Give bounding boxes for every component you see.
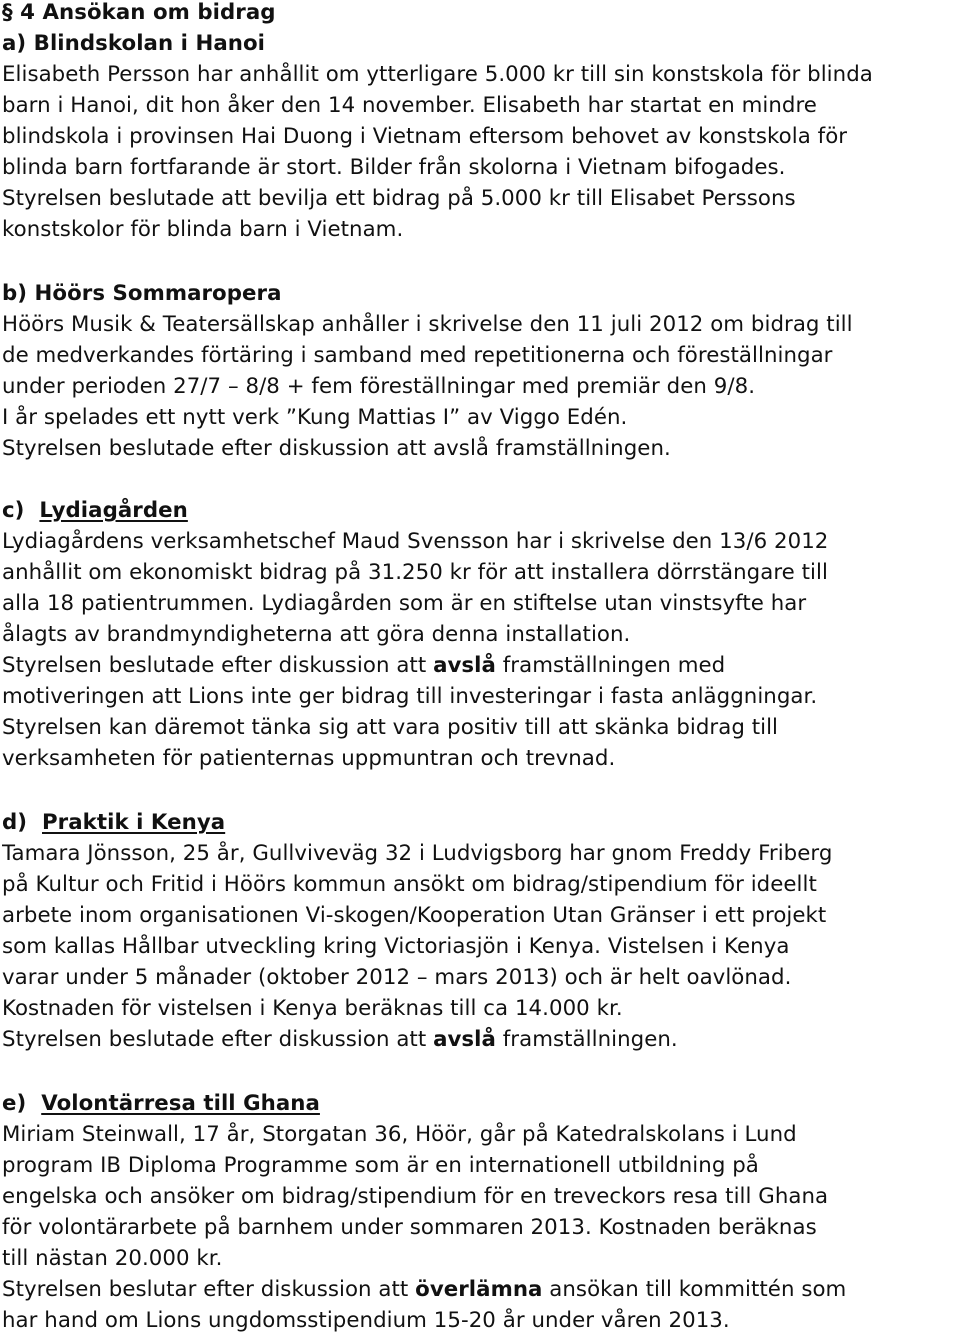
body-line: Tamara Jönsson, 25 år, Gullviveväg 32 i Ludvigsborg har gnom Freddy Friberg <box>2 841 833 866</box>
decision-text: Styrelsen beslutade efter diskussion att <box>2 653 434 678</box>
body-line: för volontärarbete på barnhem under sommaren 2013. Kostnaden beräknas <box>2 1215 817 1240</box>
body-line: under perioden 27/7 – 8/8 + fem föreställningar med premiär den 9/8. <box>2 374 756 399</box>
section-heading <box>2 495 958 526</box>
body-line: Miriam Steinwall, 17 år, Storgatan 36, Höör, går på Katedralskolans i Lund <box>2 1122 797 1147</box>
section-a <box>2 0 958 245</box>
section-c <box>2 495 958 774</box>
section-d <box>2 807 958 1055</box>
body-line: alla 18 patientrummen. Lydiagården som är en stiftelse utan vinstsyfte har <box>2 591 807 616</box>
body-line: barn i Hanoi, dit hon åker den 14 november. Elisabeth har startat en mindre <box>2 93 817 118</box>
section-heading-prefix: e) <box>2 1091 27 1116</box>
decision-text: ansökan till kommittén som <box>542 1277 847 1302</box>
body-line: anhållit om ekonomiskt bidrag på 31.250 kr för att installera dörrstängare till <box>2 560 828 585</box>
section-heading <box>2 807 958 838</box>
body-line: I år spelades ett nytt verk ”Kung Mattias I” av Viggo Edén. <box>2 405 628 430</box>
body-line: som kallas Hållbar utveckling kring Victoriasjön i Kenya. Vistelsen i Kenya <box>2 934 790 959</box>
body-line: arbete inom organisationen Vi-skogen/Kooperation Utan Gränser i ett projekt <box>2 903 827 928</box>
paragraph-heading: § 4 Ansökan om bidrag <box>2 0 276 25</box>
decision-verdict: överlämna <box>415 1277 543 1302</box>
body-line: Elisabeth Persson har anhållit om ytterligare 5.000 kr till sin konstskola för blinda <box>2 62 873 87</box>
decision-line <box>2 650 958 681</box>
decision-line <box>2 1274 958 1305</box>
body-line: Styrelsen beslutade att bevilja ett bidrag på 5.000 kr till Elisabet Perssons <box>2 186 796 211</box>
body-line: blinda barn fortfarande är stort. Bilder från skolorna i Vietnam bifogades. <box>2 155 786 180</box>
decision-text: Styrelsen beslutar efter diskussion att <box>2 1277 416 1302</box>
body-line: Lydiagårdens verksamhetschef Maud Svensson har i skrivelse den 13/6 2012 <box>2 529 829 554</box>
decision-text: framställningen med <box>495 653 726 678</box>
section-heading-title: Lydiagården <box>39 498 188 523</box>
body-line: varar under 5 månader (oktober 2012 – mars 2013) och är helt oavlönad. <box>2 965 792 990</box>
body-line: engelska och ansöker om bidrag/stipendium för en treveckors resa till Ghana <box>2 1184 829 1209</box>
body-line: de medverkandes förtäring i samband med repetitionerna och föreställningar <box>2 343 833 368</box>
body-line: motiveringen att Lions inte ger bidrag till investeringar i fasta anläggningar. <box>2 684 818 709</box>
body-line: konstskolor för blinda barn i Vietnam. <box>2 217 404 242</box>
body-line: blindskola i provinsen Hai Duong i Vietnam eftersom behovet av konstskola för <box>2 124 848 149</box>
section-heading: b) Höörs Sommaropera <box>2 281 282 306</box>
decision-text: Styrelsen beslutade efter diskussion att <box>2 1027 434 1052</box>
body-line: till nästan 20.000 kr. <box>2 1246 223 1271</box>
section-b <box>2 278 958 464</box>
body-line: har hand om Lions ungdomsstipendium 15-20 år under våren 2013. <box>2 1308 730 1333</box>
body-line: Höörs Musik & Teatersällskap anhåller i skrivelse den 11 juli 2012 om bidrag till <box>2 312 853 337</box>
decision-line <box>2 1024 958 1055</box>
body-line: program IB Diploma Programme som är en internationell utbildning på <box>2 1153 759 1178</box>
decision-verdict: avslå <box>433 653 496 678</box>
decision-text: framställningen. <box>495 1027 678 1052</box>
body-line: Kostnaden för vistelsen i Kenya beräknas till ca 14.000 kr. <box>2 996 623 1021</box>
body-line: Styrelsen beslutade efter diskussion att avslå framställningen. <box>2 436 671 461</box>
section-e <box>2 1088 958 1336</box>
section-heading-title: Volontärresa till Ghana <box>41 1091 320 1116</box>
section-heading: a) Blindskolan i Hanoi <box>2 31 266 56</box>
body-line: Styrelsen kan däremot tänka sig att vara positiv till att skänka bidrag till <box>2 715 779 740</box>
section-heading-prefix: d) <box>2 810 28 835</box>
decision-verdict: avslå <box>433 1027 496 1052</box>
body-line: på Kultur och Fritid i Höörs kommun ansökt om bidrag/stipendium för ideellt <box>2 872 817 897</box>
body-line: ålagts av brandmyndigheterna att göra denna installation. <box>2 622 631 647</box>
section-heading-title: Praktik i Kenya <box>42 810 226 835</box>
body-line: verksamheten för patienternas uppmuntran och trevnad. <box>2 746 616 771</box>
section-heading-prefix: c) <box>2 498 25 523</box>
section-heading <box>2 1088 958 1119</box>
